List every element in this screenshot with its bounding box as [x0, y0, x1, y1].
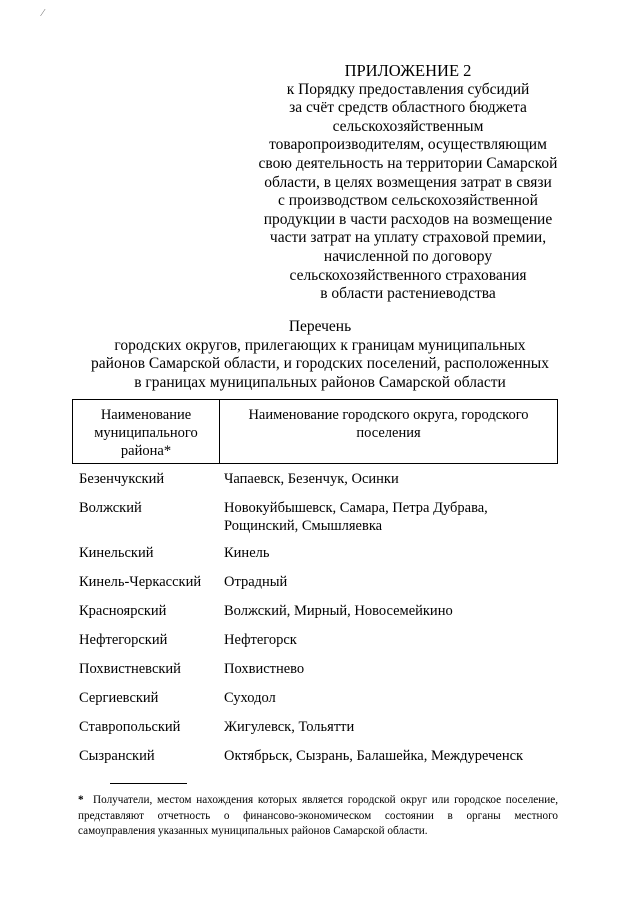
district-cell: Кинельский: [79, 545, 154, 561]
table-header: [72, 399, 558, 464]
district-cell: Нефтегорский: [79, 632, 168, 648]
appendix-line: части затрат на уплату страховой премии,: [269, 229, 547, 247]
list-title-line: городских округов, прилегающих к границам муниципальных: [114, 336, 526, 354]
cities-cell: Новокуйбышевск, Самара, Петра Дубрава, Рощинский, Смышляевка: [224, 500, 488, 534]
appendix-line: свою деятельность на территории Самарской: [258, 154, 558, 172]
cities-cell: Жигулевск, Тольятти: [224, 719, 355, 735]
appendix-line: продукции в части расходов на возмещение: [263, 210, 553, 228]
cities-cell: Волжский, Мирный, Новосемейкино: [224, 603, 453, 619]
appendix-line: сельскохозяйственного страхования: [289, 266, 527, 284]
appendix-line: с производством сельскохозяйственной: [278, 192, 538, 210]
appendix-line: за счёт средств областного бюджета: [289, 99, 527, 117]
footnote-marker: *: [78, 794, 84, 806]
district-cell: Безенчукский: [79, 471, 165, 487]
district-cell: Ставропольский: [79, 719, 181, 735]
appendix-block: [258, 62, 558, 304]
cities-cell: Октябрьск, Сызрань, Балашейка, Междуреченск: [224, 748, 524, 764]
district-cell: Сызранский: [79, 748, 155, 764]
district-cell: Кинель-Черкасский: [79, 574, 202, 590]
district-cell: Волжский: [79, 500, 142, 516]
appendix-line: начисленной по договору: [323, 247, 493, 265]
footnote: [78, 793, 558, 840]
cities-cell: Похвистнево: [224, 661, 305, 677]
cities-cell: Кинель: [224, 545, 270, 561]
district-cell: Похвистневский: [79, 661, 181, 677]
footnote-divider: [110, 783, 187, 784]
cities-cell: Суходол: [224, 690, 276, 706]
cities-cell: Отрадный: [224, 574, 288, 590]
appendix-line: товаропроизводителям, осуществляющим: [269, 136, 547, 154]
list-title-block: [80, 318, 560, 392]
appendix-line: к Порядку предоставления субсидий: [286, 80, 530, 98]
cities-cell: Чапаевск, Безенчук, Осинки: [224, 471, 399, 487]
cities-cell: Нефтегорск: [224, 632, 297, 648]
scan-mark: ⁄: [42, 8, 44, 19]
district-cell: Сергиевский: [79, 690, 159, 706]
list-title-line: в границах муниципальных районов Самарской области: [134, 373, 506, 391]
list-title-line: районов Самарской области, и городских поселений, расположенных: [91, 355, 549, 373]
district-cell: Красноярский: [79, 603, 167, 619]
column-header-cities: Наименование городского округа, городского поселения: [248, 407, 529, 441]
appendix-line: сельскохозяйственным: [332, 117, 484, 135]
appendix-line: в области растениеводства: [320, 285, 496, 303]
appendix-line: области, в целях возмещения затрат в связи: [264, 173, 552, 191]
appendix-title: ПРИЛОЖЕНИЕ 2: [344, 61, 472, 80]
footnote-text: Получатели, местом нахождения которых является городской округ или городское поселение, представляют отчетность о финансово-экономическом состоянии в органы местного самоуправления указанных муниципальных районов Самарской области.: [78, 794, 558, 837]
list-heading: Перечень: [288, 318, 352, 335]
column-header-district: Наименование муниципального района*: [73, 400, 220, 463]
